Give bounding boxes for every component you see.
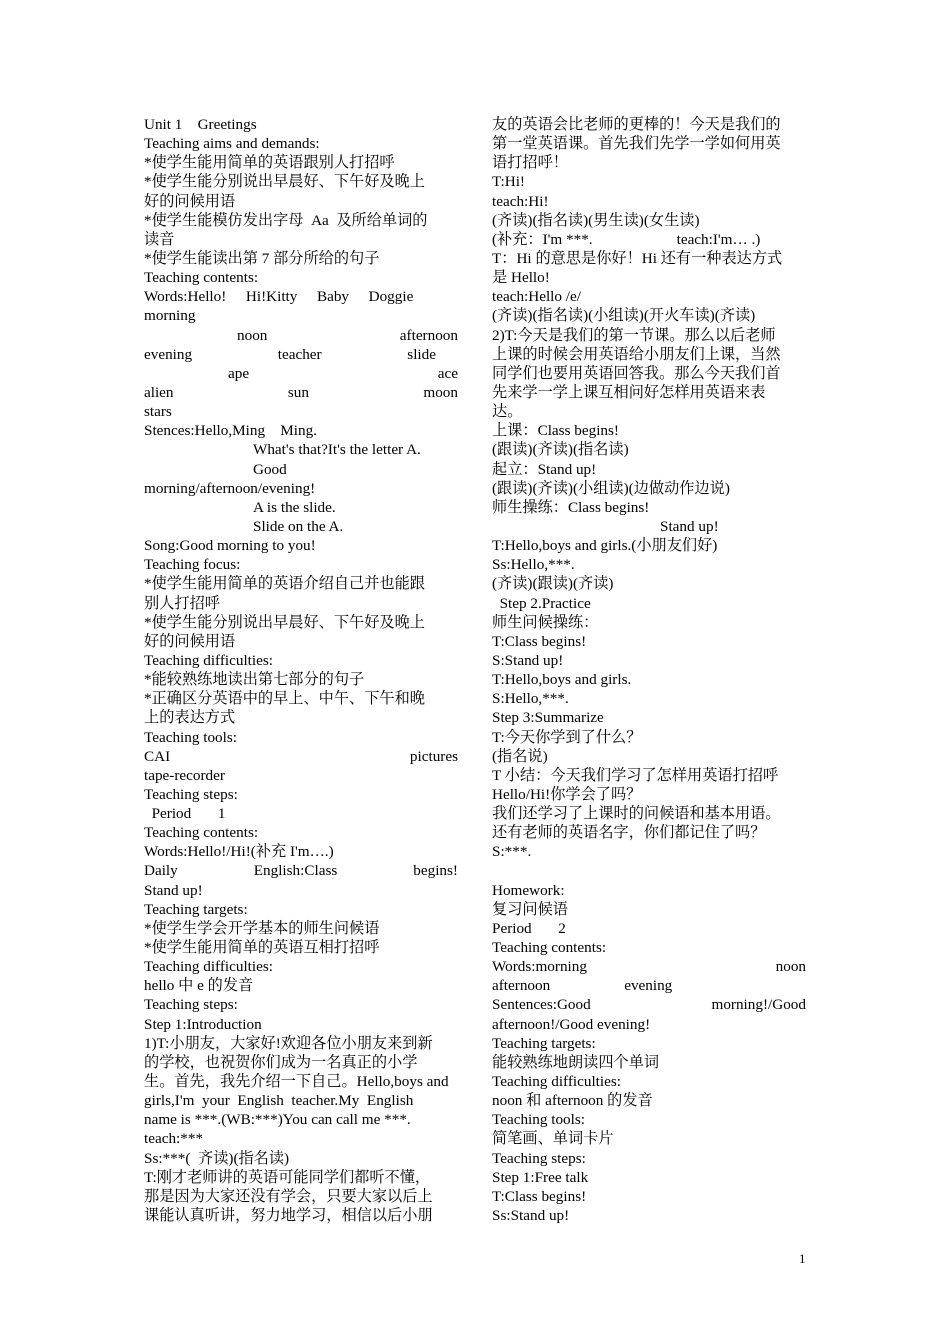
text-line: teach:Hello /e/ [492, 288, 581, 306]
word: noon [237, 326, 268, 344]
text-line: T:今天你学到了什么？ [492, 728, 642, 746]
text-line: Words:Hello! Hi!Kitty Baby Doggie [144, 288, 414, 306]
text-line: 友的英语会比老师的更棒的！今天是我们的 [492, 116, 781, 133]
text-line: Teaching steps: [144, 996, 238, 1014]
text-line: (齐读)(指名读)(小组读)(开火车读)(齐读) [492, 307, 756, 325]
text-line: teach:*** [144, 1130, 204, 1148]
text-line: *使学生能用简单的英语介绍自己并也能跟 [144, 575, 425, 593]
text-line: 复习问候语 [492, 900, 568, 918]
text-line [144, 345, 458, 364]
text-line: 生。首先，我先介绍一下自己。Hello,boys and [144, 1073, 449, 1091]
word: slide [407, 345, 436, 363]
text-line: Teaching difficulties: [492, 1073, 621, 1091]
text-line: S:Stand up! [492, 651, 564, 669]
word: CAI [144, 747, 171, 765]
text-line: Hello/Hi!你学会了吗？ [492, 785, 642, 803]
text-line: T:Hello,boys and girls.(小朋友们好) [492, 537, 718, 555]
word: evening [624, 977, 673, 995]
text-line: 还有老师的英语名字，你们都记住了吗？ [492, 824, 766, 842]
text-line: 简笔画、单词卡片 [492, 1130, 614, 1148]
text-line: Words:Hello!/Hi!(补充 I'm….) [144, 843, 334, 861]
word: ace [437, 364, 458, 382]
step-heading: Step 2.Practice [492, 594, 591, 612]
text-line: Teaching steps: [492, 1149, 586, 1167]
word: evening [144, 345, 193, 363]
text-line: 同学们也要用英语回答我。那么今天我们首 [492, 364, 781, 382]
text-line: 好的问候用语 [144, 632, 236, 650]
text-line: 上的表达方式 [144, 709, 236, 727]
text-line: Teaching targets: [492, 1034, 596, 1052]
text-line: Ss:***( 齐读)(指名读) [144, 1149, 290, 1167]
text-line: S:Hello,***. [492, 690, 569, 708]
word: afternoon [399, 326, 458, 344]
text-line: 好的问候用语 [144, 192, 236, 210]
text-line: 语打招呼！ [492, 154, 568, 172]
period-heading: Period 2 [492, 919, 566, 937]
word: Words:morning [492, 958, 587, 976]
text-line: Slide on the A. [253, 517, 344, 535]
word: Daily [144, 862, 178, 880]
word: morning!/Good [711, 996, 806, 1014]
text-line: T:Class begins! [492, 1187, 587, 1205]
text-line: *正确区分英语中的早上、中午、下午和晚 [144, 690, 425, 708]
text-line [144, 747, 458, 766]
word: Sentences:Good [492, 996, 591, 1014]
text-line: Stand up! [660, 517, 719, 535]
text-line: T:Class begins! [492, 632, 587, 650]
supplement-text: teach:I'm… .) [676, 230, 761, 248]
text-line: S:***. [492, 843, 532, 861]
text-line: T:Hello,boys and girls. [492, 671, 632, 689]
text-line: Song:Good morning to you! [144, 537, 316, 555]
word: moon [423, 383, 458, 401]
word: begins! [413, 862, 458, 880]
word: sun [287, 383, 309, 401]
text-line [492, 976, 806, 995]
text-line: Teaching difficulties: [144, 651, 273, 669]
text-line: *使学生能分别说出早晨好、下午好及晚上 [144, 613, 425, 631]
homework-heading: Homework: [492, 881, 565, 899]
step-heading: Step 3:Summarize [492, 709, 604, 727]
text-line: *使学生学会开学基本的师生问候语 [144, 919, 380, 937]
word: English:Class [253, 862, 338, 880]
text-line: T:刚才老师讲的英语可能同学们都听不懂， [144, 1168, 431, 1186]
text-line: T 小结：今天我们学习了怎样用英语打招呼 [492, 766, 779, 784]
text-line: 1)T:小朋友，大家好!欢迎各位小朋友来到新 [144, 1034, 433, 1052]
text-line: 第一堂英语课。首先我们先学一学如何用英 [492, 135, 781, 153]
text-line: 起立：Stand up! [492, 460, 597, 478]
word: teacher [277, 345, 322, 363]
text-line: 读音 [144, 230, 175, 248]
text-line: (齐读)(指名读)(男生读)(女生读) [492, 211, 700, 229]
word: alien [144, 383, 174, 401]
text-line: Teaching difficulties: [144, 958, 273, 976]
text-line: Teaching tools: [492, 1111, 585, 1129]
text-line: morning/afternoon/evening! [144, 479, 316, 497]
text-line: Teaching tools: [144, 728, 237, 746]
text-line: Step 1:Introduction [144, 1015, 262, 1033]
right-column [492, 115, 806, 1225]
step-heading: Step 1:Free talk [492, 1168, 589, 1186]
text-line: Teaching steps: [144, 785, 238, 803]
text-line: Teaching contents: [492, 939, 607, 957]
text-line: (指名说) [492, 747, 548, 765]
text-line: noon 和 afternoon 的发音 [492, 1092, 653, 1110]
text-line: name is ***.(WB:***)You can call me ***. [144, 1111, 411, 1129]
text-line [144, 861, 458, 880]
text-line: (跟读)(齐读)(指名读) [492, 441, 629, 459]
text-line: T：Hi 的意思是你好！Hi 还有一种表达方式 [492, 249, 783, 267]
text-line: *使学生能模仿发出字母 Aa 及所给单词的 [144, 211, 428, 229]
text-line: 那是因为大家还没有学会，只要大家以后上 [144, 1187, 433, 1205]
blank-line [492, 861, 806, 880]
period-heading: Period 1 [144, 805, 226, 823]
text-line: T:Hi! [492, 173, 525, 191]
text-line: *能较熟练地读出第七部分的句子 [144, 671, 365, 689]
word: pictures [409, 747, 458, 765]
text-line: *使学生能用简单的英语互相打招呼 [144, 939, 380, 957]
text-line: Stences:Hello,Ming Ming. [144, 422, 317, 440]
left-column [144, 115, 458, 1225]
text-line: (齐读)(跟读)(齐读) [492, 575, 614, 593]
text-line: morning [144, 307, 196, 325]
text-line: 我们还学习了上课时的问候语和基本用语。 [492, 805, 781, 823]
text-line [492, 995, 806, 1014]
text-line [144, 326, 458, 345]
text-line: *使学生能分别说出早晨好、下午好及晚上 [144, 173, 425, 191]
unit-title: Unit 1 Greetings [144, 116, 257, 133]
text-line: 是 Hello! [492, 269, 550, 287]
text-line: hello 中 e 的发音 [144, 977, 254, 995]
text-line: 先来学一学上课互相问好怎样用英语来表 [492, 383, 766, 401]
text-line: 上课：Class begins! [492, 422, 619, 440]
text-line [492, 230, 806, 249]
text-line: (跟读)(齐读)(小组读)(边做动作边说) [492, 479, 730, 497]
text-line: Teaching contents: [144, 269, 259, 287]
page-number: 1 [799, 1251, 806, 1266]
text-line: 能较熟练地朗读四个单词 [492, 1053, 660, 1071]
text-line: *使学生能读出第 7 部分所给的句子 [144, 249, 380, 267]
text-line [144, 383, 458, 402]
text-line: 达。 [492, 403, 523, 421]
text-line: 别人打招呼 [144, 594, 220, 612]
text-line: Teaching contents: [144, 824, 259, 842]
word: afternoon [492, 977, 551, 995]
text-line: A is the slide. [253, 498, 336, 516]
text-line: Good [253, 460, 287, 478]
word: ape [228, 364, 250, 382]
text-line: 2)T:今天是我们的第一节课。那么以后老师 [492, 326, 776, 344]
text-line: afternoon!/Good evening! [492, 1015, 651, 1033]
text-line: girls,I'm your English teacher.My English [144, 1092, 414, 1110]
text-line: 的学校，也祝贺你们成为一名真正的小学 [144, 1053, 418, 1071]
text-line: Ss:Hello,***. [492, 556, 575, 574]
text-line: *使学生能用简单的英语跟别人打招呼 [144, 154, 395, 172]
text-line [492, 957, 806, 976]
text-line: Stand up! [144, 881, 203, 899]
text-line: tape-recorder [144, 766, 225, 784]
text-line: Teaching aims and demands: [144, 135, 320, 153]
text-line: 上课的时候会用英语给小朋友们上课，当然 [492, 345, 781, 363]
text-line: 师生问候操练： [492, 613, 599, 631]
text-line: teach:Hi! [492, 192, 549, 210]
text-line: What's that?It's the letter A. [253, 441, 421, 459]
word: noon [775, 958, 806, 976]
text-line: 师生操练：Class begins! [492, 498, 650, 516]
text-line: stars [144, 403, 172, 421]
text-line: Teaching targets: [144, 900, 248, 918]
text-line: Teaching focus: [144, 556, 241, 574]
text-line [144, 364, 458, 383]
text-line: Ss:Stand up! [492, 1207, 570, 1225]
text-line: 课能认真听讲，努力地学习，相信以后小朋 [144, 1207, 433, 1225]
supplement-text: (补充：I'm ***. [492, 230, 593, 248]
